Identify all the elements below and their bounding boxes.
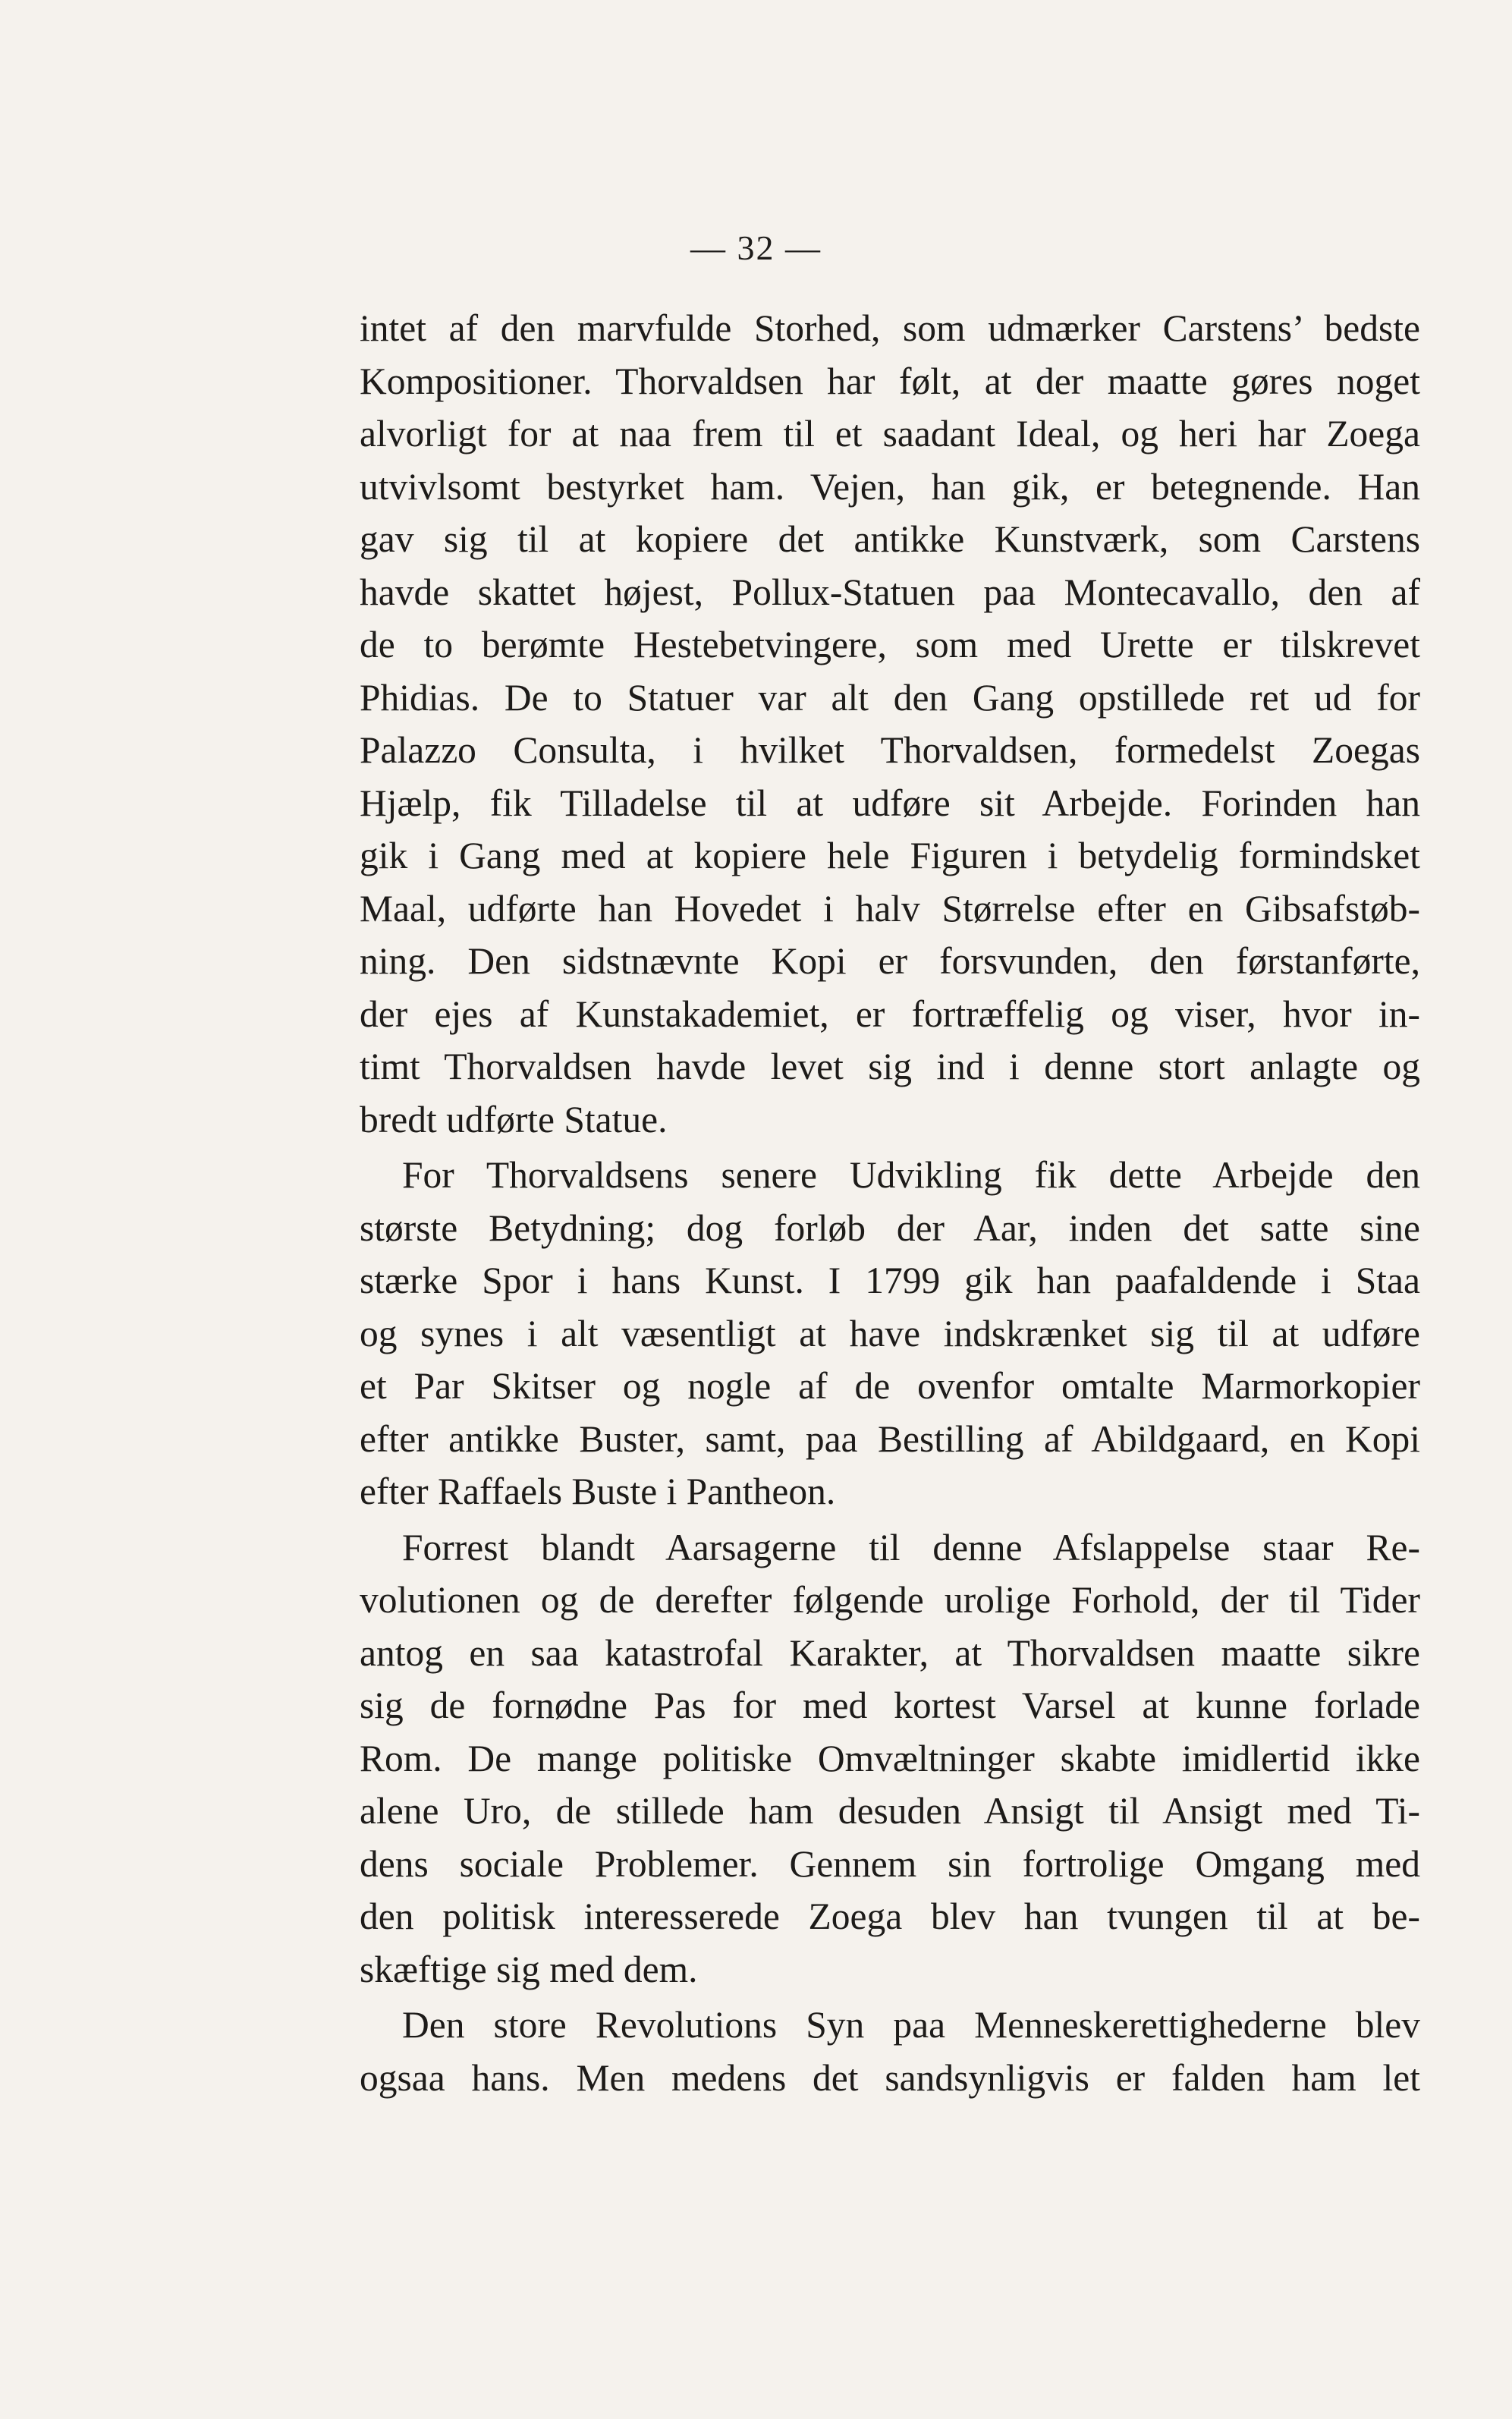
text-line: alene Uro, de stillede ham desuden Ansigt til Ansigt med Ti- (360, 1790, 1420, 1832)
text-line: der ejes af Kunstakademiet, er fortræffelig og viser, hvor in- (360, 992, 1420, 1035)
text-line: timt Thorvaldsen havde levet sig ind i denne stort anlagte og (360, 1046, 1420, 1087)
paragraph-2 (360, 1149, 1420, 1518)
paragraph-3 (360, 1521, 1420, 1996)
text-line: ogsaa hans. Men medens det sandsynligvis er falden ham let (360, 2056, 1420, 2099)
paragraph-4 (360, 1999, 1420, 2104)
text-line: antog en saa katastrofal Karakter, at Thorvaldsen maatte sikre (360, 1631, 1420, 1674)
text-line: gik i Gang med at kopiere hele Figuren i betydelig formindsket (360, 835, 1420, 876)
text-line: stærke Spor i hans Kunst. I 1799 gik han paafaldende i Staa (360, 1260, 1420, 1301)
text-line: alvorligt for at naa frem til et saadant Ideal, og heri har Zoega (360, 413, 1420, 455)
text-line: Hjælp, fik Tilladelse til at udføre sit Arbejde. Forinden han (360, 782, 1420, 824)
text-line: Palazzo Consulta, i hvilket Thorvaldsen, formedelst Zoegas (360, 729, 1420, 771)
text-line: Den store Revolutions Syn paa Menneskerettighederne blev (402, 2004, 1420, 2046)
text-line: Kompositioner. Thorvaldsen har følt, at der maatte gøres noget (360, 360, 1420, 402)
text-line: største Betydning; dog forløb der Aar, inden det satte sine (360, 1206, 1420, 1249)
text-line: efter Raffaels Buste i Pantheon. (360, 1471, 836, 1512)
text-line: efter antikke Buster, samt, paa Bestilling af Abildgaard, en Kopi (360, 1417, 1420, 1460)
text-line: utvivlsomt bestyrket ham. Vejen, han gik, er betegnende. Han (360, 465, 1420, 508)
text-line: Rom. De mange politiske Omvæltninger skabte imidlertid ikke (360, 1737, 1420, 1779)
page-number: — 32 — (690, 228, 822, 267)
text-line: de to berømte Hestebetvingere, som med Urette er tilskrevet (360, 624, 1420, 665)
text-line: Phidias. De to Statuer var alt den Gang opstillede ret ud for (360, 676, 1420, 719)
text-line: Forrest blandt Aarsagerne til denne Afslappelse staar Re- (402, 1526, 1420, 1568)
paragraph-1 (360, 302, 1420, 1146)
body-text (360, 302, 1420, 2104)
text-line: dens sociale Problemer. Gennem sin fortrolige Omgang med (360, 1842, 1420, 1885)
text-line: sig de fornødne Pas for med kortest Varsel at kunne forlade (360, 1684, 1420, 1726)
text-line: og synes i alt væsentligt at have indskrænket sig til at udføre (360, 1312, 1420, 1354)
text-line: skæftige sig med dem. (360, 1948, 698, 1990)
text-line: gav sig til at kopiere det antikke Kunstværk, som Carstens (360, 518, 1420, 560)
text-line: intet af den marvfulde Storhed, som udmærker Carstens’ bedste (360, 307, 1420, 349)
text-line: ning. Den sidstnævnte Kopi er forsvunden, den førstanførte, (360, 940, 1420, 982)
text-line: volutionen og de derefter følgende urolige Forhold, der til Tider (360, 1579, 1420, 1621)
text-line: bredt udførte Statue. (360, 1098, 668, 1140)
text-line: et Par Skitser og nogle af de ovenfor omtalte Marmorkopier (360, 1365, 1420, 1407)
text-line: havde skattet højest, Pollux-Statuen paa Montecavallo, den af (360, 571, 1420, 613)
text-line: den politisk interesserede Zoega blev han tvungen til at be- (360, 1895, 1420, 1937)
text-line: For Thorvaldsens senere Udvikling fik dette Arbejde den (402, 1154, 1420, 1196)
text-line: Maal, udførte han Hovedet i halv Størrelse efter en Gibsafstøb- (360, 887, 1420, 930)
